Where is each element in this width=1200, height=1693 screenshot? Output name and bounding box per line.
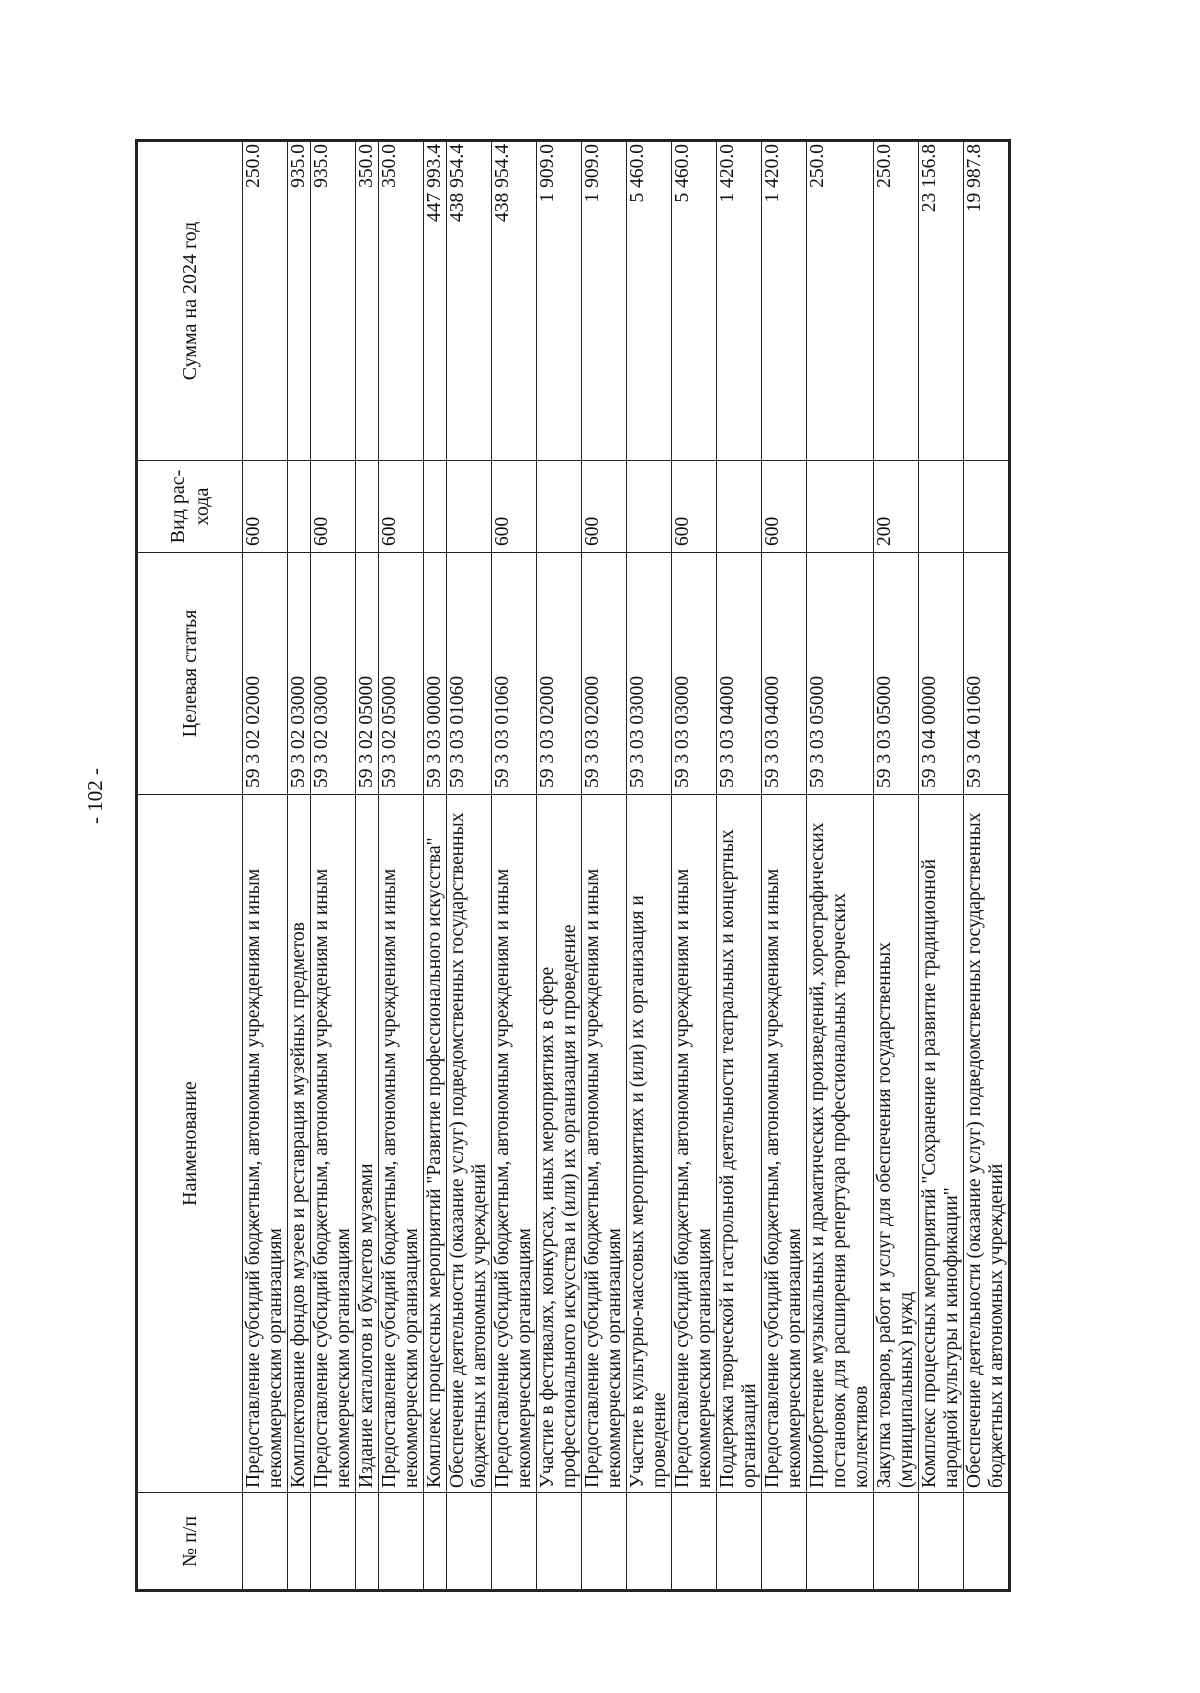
row-number bbox=[919, 1493, 964, 1591]
row-code: 59 3 04 01060 bbox=[964, 553, 1010, 795]
row-number bbox=[379, 1493, 424, 1591]
row-code: 59 3 04 00000 bbox=[919, 553, 964, 795]
row-code: 59 3 03 00000 bbox=[424, 553, 447, 795]
table-row bbox=[762, 141, 807, 1591]
row-name: Участие в фестивалях, конкурсах, иных мероприятиях в сфере профессионального искусства и (или) их организация и проведение bbox=[537, 795, 582, 1493]
row-code: 59 3 03 03000 bbox=[627, 553, 672, 795]
row-number bbox=[311, 1493, 356, 1591]
row-kind: 600 bbox=[311, 461, 356, 553]
row-name: Предоставление субсидий бюджетным, автономным учреждениям и иным некоммерческим организациям bbox=[379, 795, 424, 1493]
row-number bbox=[964, 1493, 1010, 1591]
header-code: Целевая статья bbox=[137, 553, 243, 795]
row-name: Предоставление субсидий бюджетным, автономным учреждениям и иным некоммерческим организациям bbox=[582, 795, 627, 1493]
row-code: 59 3 03 02000 bbox=[582, 553, 627, 795]
row-kind: 200 bbox=[874, 461, 919, 553]
table-row bbox=[492, 141, 537, 1591]
row-amount: 935.0 bbox=[311, 141, 356, 461]
table-row bbox=[874, 141, 919, 1591]
row-name: Предоставление субсидий бюджетным, автономным учреждениям и иным некоммерческим организациям bbox=[492, 795, 537, 1493]
row-amount: 1 420.0 bbox=[717, 141, 762, 461]
row-amount: 19 987.8 bbox=[964, 141, 1010, 461]
header-no: № п/п bbox=[137, 1493, 243, 1591]
row-amount: 23 156.8 bbox=[919, 141, 964, 461]
row-name: Закупка товаров, работ и услуг для обеспечения государственных (муниципальных) нужд bbox=[874, 795, 919, 1493]
row-number bbox=[582, 1493, 627, 1591]
row-kind: 600 bbox=[243, 461, 288, 553]
row-name: Комплектование фондов музеев и реставрация музейных предметов bbox=[288, 795, 311, 1493]
row-number bbox=[424, 1493, 447, 1591]
row-amount: 350.0 bbox=[379, 141, 424, 461]
row-kind: 600 bbox=[582, 461, 627, 553]
row-amount: 350.0 bbox=[356, 141, 379, 461]
row-amount: 1 909.0 bbox=[537, 141, 582, 461]
table-row bbox=[311, 141, 356, 1591]
rotated-table-container bbox=[135, 142, 1045, 1592]
table-row bbox=[447, 141, 492, 1591]
row-code: 59 3 02 02000 bbox=[243, 553, 288, 795]
row-amount: 5 460.0 bbox=[672, 141, 717, 461]
table-row bbox=[243, 141, 288, 1591]
table-row bbox=[627, 141, 672, 1591]
table-row bbox=[964, 141, 1010, 1591]
row-name: Предоставление субсидий бюджетным, автономным учреждениям и иным некоммерческим организациям bbox=[243, 795, 288, 1493]
row-kind bbox=[537, 461, 582, 553]
table-row bbox=[356, 141, 379, 1591]
row-kind bbox=[424, 461, 447, 553]
row-name: Участие в культурно-массовых мероприятиях и (или) их организация и проведение bbox=[627, 795, 672, 1493]
table-row bbox=[919, 141, 964, 1591]
table-row bbox=[582, 141, 627, 1591]
row-amount: 1 420.0 bbox=[762, 141, 807, 461]
row-kind bbox=[807, 461, 874, 553]
row-kind bbox=[288, 461, 311, 553]
row-code: 59 3 03 04000 bbox=[762, 553, 807, 795]
row-name: Комплекс процессных мероприятий "Развитие профессионального искусства" bbox=[424, 795, 447, 1493]
row-number bbox=[874, 1493, 919, 1591]
row-code: 59 3 02 03000 bbox=[311, 553, 356, 795]
row-code: 59 3 02 03000 bbox=[288, 553, 311, 795]
row-code: 59 3 02 05000 bbox=[379, 553, 424, 795]
row-amount: 935.0 bbox=[288, 141, 311, 461]
row-name: Предоставление субсидий бюджетным, автономным учреждениям и иным некоммерческим организациям bbox=[762, 795, 807, 1493]
header-name: Наименование bbox=[137, 795, 243, 1493]
row-kind bbox=[919, 461, 964, 553]
row-number bbox=[762, 1493, 807, 1591]
table-row bbox=[672, 141, 717, 1591]
row-number bbox=[288, 1493, 311, 1591]
table-row bbox=[424, 141, 447, 1591]
row-amount: 438 954.4 bbox=[447, 141, 492, 461]
table-row bbox=[288, 141, 311, 1591]
row-kind: 600 bbox=[762, 461, 807, 553]
row-number bbox=[672, 1493, 717, 1591]
header-amount: Сумма на 2024 год bbox=[137, 141, 243, 461]
row-kind bbox=[964, 461, 1010, 553]
row-code: 59 3 03 04000 bbox=[717, 553, 762, 795]
row-name: Предоставление субсидий бюджетным, автономным учреждениям и иным некоммерческим организациям bbox=[672, 795, 717, 1493]
row-number bbox=[492, 1493, 537, 1591]
row-name: Предоставление субсидий бюджетным, автономным учреждениям и иным некоммерческим организациям bbox=[311, 795, 356, 1493]
row-amount: 250.0 bbox=[807, 141, 874, 461]
table-row bbox=[717, 141, 762, 1591]
table-row bbox=[807, 141, 874, 1591]
row-number bbox=[627, 1493, 672, 1591]
row-amount: 447 993.4 bbox=[424, 141, 447, 461]
row-kind: 600 bbox=[672, 461, 717, 553]
row-code: 59 3 03 02000 bbox=[537, 553, 582, 795]
page-number: - 102 - bbox=[83, 768, 107, 824]
row-kind bbox=[447, 461, 492, 553]
row-amount: 250.0 bbox=[874, 141, 919, 461]
row-number bbox=[447, 1493, 492, 1591]
table-header-row bbox=[137, 141, 243, 1591]
row-amount: 250.0 bbox=[243, 141, 288, 461]
row-number bbox=[356, 1493, 379, 1591]
budget-table bbox=[135, 139, 1011, 1592]
row-code: 59 3 03 05000 bbox=[807, 553, 874, 795]
row-kind bbox=[717, 461, 762, 553]
row-amount: 1 909.0 bbox=[582, 141, 627, 461]
table-row bbox=[537, 141, 582, 1591]
row-name: Поддержка творческой и гастрольной деятельности театральных и концертных организаций bbox=[717, 795, 762, 1493]
row-number bbox=[717, 1493, 762, 1591]
row-code: 59 3 03 03000 bbox=[672, 553, 717, 795]
row-code: 59 3 03 01060 bbox=[492, 553, 537, 795]
header-kind: Вид рас-хода bbox=[137, 461, 243, 553]
table-row bbox=[379, 141, 424, 1591]
table-body bbox=[243, 141, 1010, 1591]
row-name: Приобретение музыкальных и драматических произведений, хореографических постановок для расширения репертуара профессиональных творческих коллективов bbox=[807, 795, 874, 1493]
row-code: 59 3 02 05000 bbox=[356, 553, 379, 795]
row-name: Комплекс процессных мероприятий "Сохранение и развитие традиционной народной культуры и кинофикации" bbox=[919, 795, 964, 1493]
row-number bbox=[537, 1493, 582, 1591]
row-code: 59 3 03 01060 bbox=[447, 553, 492, 795]
row-amount: 5 460.0 bbox=[627, 141, 672, 461]
row-kind: 600 bbox=[492, 461, 537, 553]
row-kind bbox=[627, 461, 672, 553]
row-name: Обеспечение деятельности (оказание услуг) подведомственных государственных бюджетных и автономных учреждений bbox=[964, 795, 1010, 1493]
row-number bbox=[807, 1493, 874, 1591]
row-amount: 438 954.4 bbox=[492, 141, 537, 461]
row-number bbox=[243, 1493, 288, 1591]
row-code: 59 3 03 05000 bbox=[874, 553, 919, 795]
row-name: Обеспечение деятельности (оказание услуг) подведомственных государственных бюджетных и автономных учреждений bbox=[447, 795, 492, 1493]
row-kind bbox=[356, 461, 379, 553]
row-kind: 600 bbox=[379, 461, 424, 553]
row-name: Издание каталогов и буклетов музеями bbox=[356, 795, 379, 1493]
